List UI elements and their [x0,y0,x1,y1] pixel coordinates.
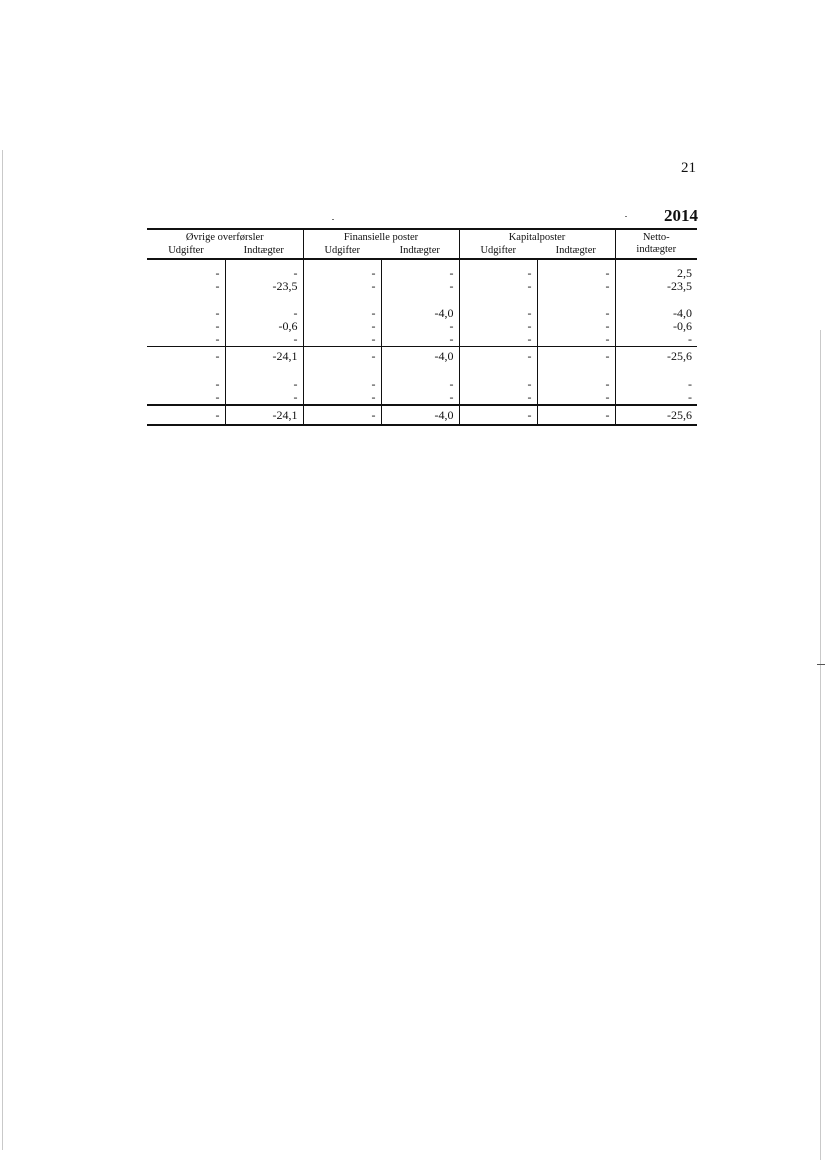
table-cell: - [381,391,459,405]
table-cell: - [537,259,615,280]
table-row [147,259,697,280]
table-cell: - [147,371,225,391]
netto-header-line-1: Netto- [642,232,670,243]
table-row [147,333,697,347]
table-cell: - [688,390,692,404]
table-cell: - [459,371,537,391]
scan-speck [332,219,334,220]
scan-speck [625,216,627,217]
table-row [147,307,697,320]
table-row-spacer [147,293,697,307]
table-cell: - [303,320,381,333]
table-cell: - [303,280,381,293]
table-cell: - [381,333,459,347]
table-cell [615,293,697,307]
table-cell: - [147,333,225,347]
table-row-subtotal [147,347,697,372]
sub-header-indtaegter: Indtægter [381,244,459,259]
table-cell: -24,1 [225,347,303,372]
scan-margin-line [820,330,821,1160]
table-cell: - [303,405,381,425]
table-cell: - [147,307,225,320]
table-row-total [147,405,697,425]
table-cell: - [303,307,381,320]
group-header-kapitalposter: Kapitalposter [459,230,615,244]
table-cell: - [537,405,615,425]
table-cell [459,293,537,307]
page-number: 21 [681,160,696,176]
table-cell: - [225,307,303,320]
table-cell: - [225,391,303,405]
scan-margin-line [2,150,3,1150]
table-cell: - [459,333,537,347]
group-header-ovrige-overforsler: Øvrige overførsler [147,230,303,244]
table-cell [303,293,381,307]
table-cell [381,293,459,307]
table-cell: - [147,347,225,372]
table-cell: -23,5 [225,280,303,293]
table-cell: - [537,333,615,347]
table-cell: - [225,371,303,391]
table-cell: - [303,371,381,391]
table-row [147,280,697,293]
table-cell: - [459,307,537,320]
group-header-finansielle-poster: Finansielle poster [303,230,459,244]
sub-header-udgifter: Udgifter [303,244,381,259]
column-header-netto-indtaegter [615,230,697,259]
sub-header-indtaegter: Indtægter [537,244,615,259]
table-cell: - [459,347,537,372]
table-cell: -25,6 [615,405,697,425]
netto-header-line-2: indtægter [636,244,677,255]
table-cell: - [688,332,692,346]
table-cell: - [303,259,381,280]
table-cell: -4,0 [673,306,692,320]
table-cell [225,293,303,307]
table-cell: - [537,280,615,293]
table-cell: - [537,371,615,391]
table-cell: -4,0 [381,347,459,372]
table-cell: -23,5 [667,279,692,293]
table-cell: - [459,320,537,333]
table-cell: - [303,347,381,372]
table-row [147,320,697,333]
table-cell: - [459,280,537,293]
table-cell: - [537,320,615,333]
table-cell [147,293,225,307]
table-cell: -0,6 [673,319,692,333]
table-cell: - [147,405,225,425]
table-cell: -25,6 [615,347,697,372]
budget-table [147,228,697,426]
table-cell: -4,0 [381,307,459,320]
table-cell: - [459,391,537,405]
scan-edge-mark [817,664,825,665]
table-row [147,391,697,405]
table-cell: - [147,280,225,293]
table-cell: -24,1 [225,405,303,425]
table-cell: -4,0 [381,405,459,425]
table-cell: - [303,333,381,347]
sub-header-udgifter: Udgifter [147,244,225,259]
table-cell: - [381,280,459,293]
table-cell: - [381,320,459,333]
table-cell [537,293,615,307]
table-cell: - [688,377,692,391]
table-row [147,371,697,391]
table-cell: - [225,259,303,280]
table-cell: - [147,259,225,280]
table-cell: - [537,391,615,405]
sub-header-indtaegter: Indtægter [225,244,303,259]
table-cell: - [537,347,615,372]
table-cell: - [537,307,615,320]
table-cell: 2,5 [677,266,692,280]
table-cell: - [303,391,381,405]
table-cell: - [147,320,225,333]
table-cell: - [381,259,459,280]
table-cell: - [459,405,537,425]
table-cell: -0,6 [225,320,303,333]
table-cell: - [459,259,537,280]
table-cell: - [381,371,459,391]
table-cell: - [147,391,225,405]
table-year: 2014 [664,206,698,225]
sub-header-udgifter: Udgifter [459,244,537,259]
table-cell: - [225,333,303,347]
